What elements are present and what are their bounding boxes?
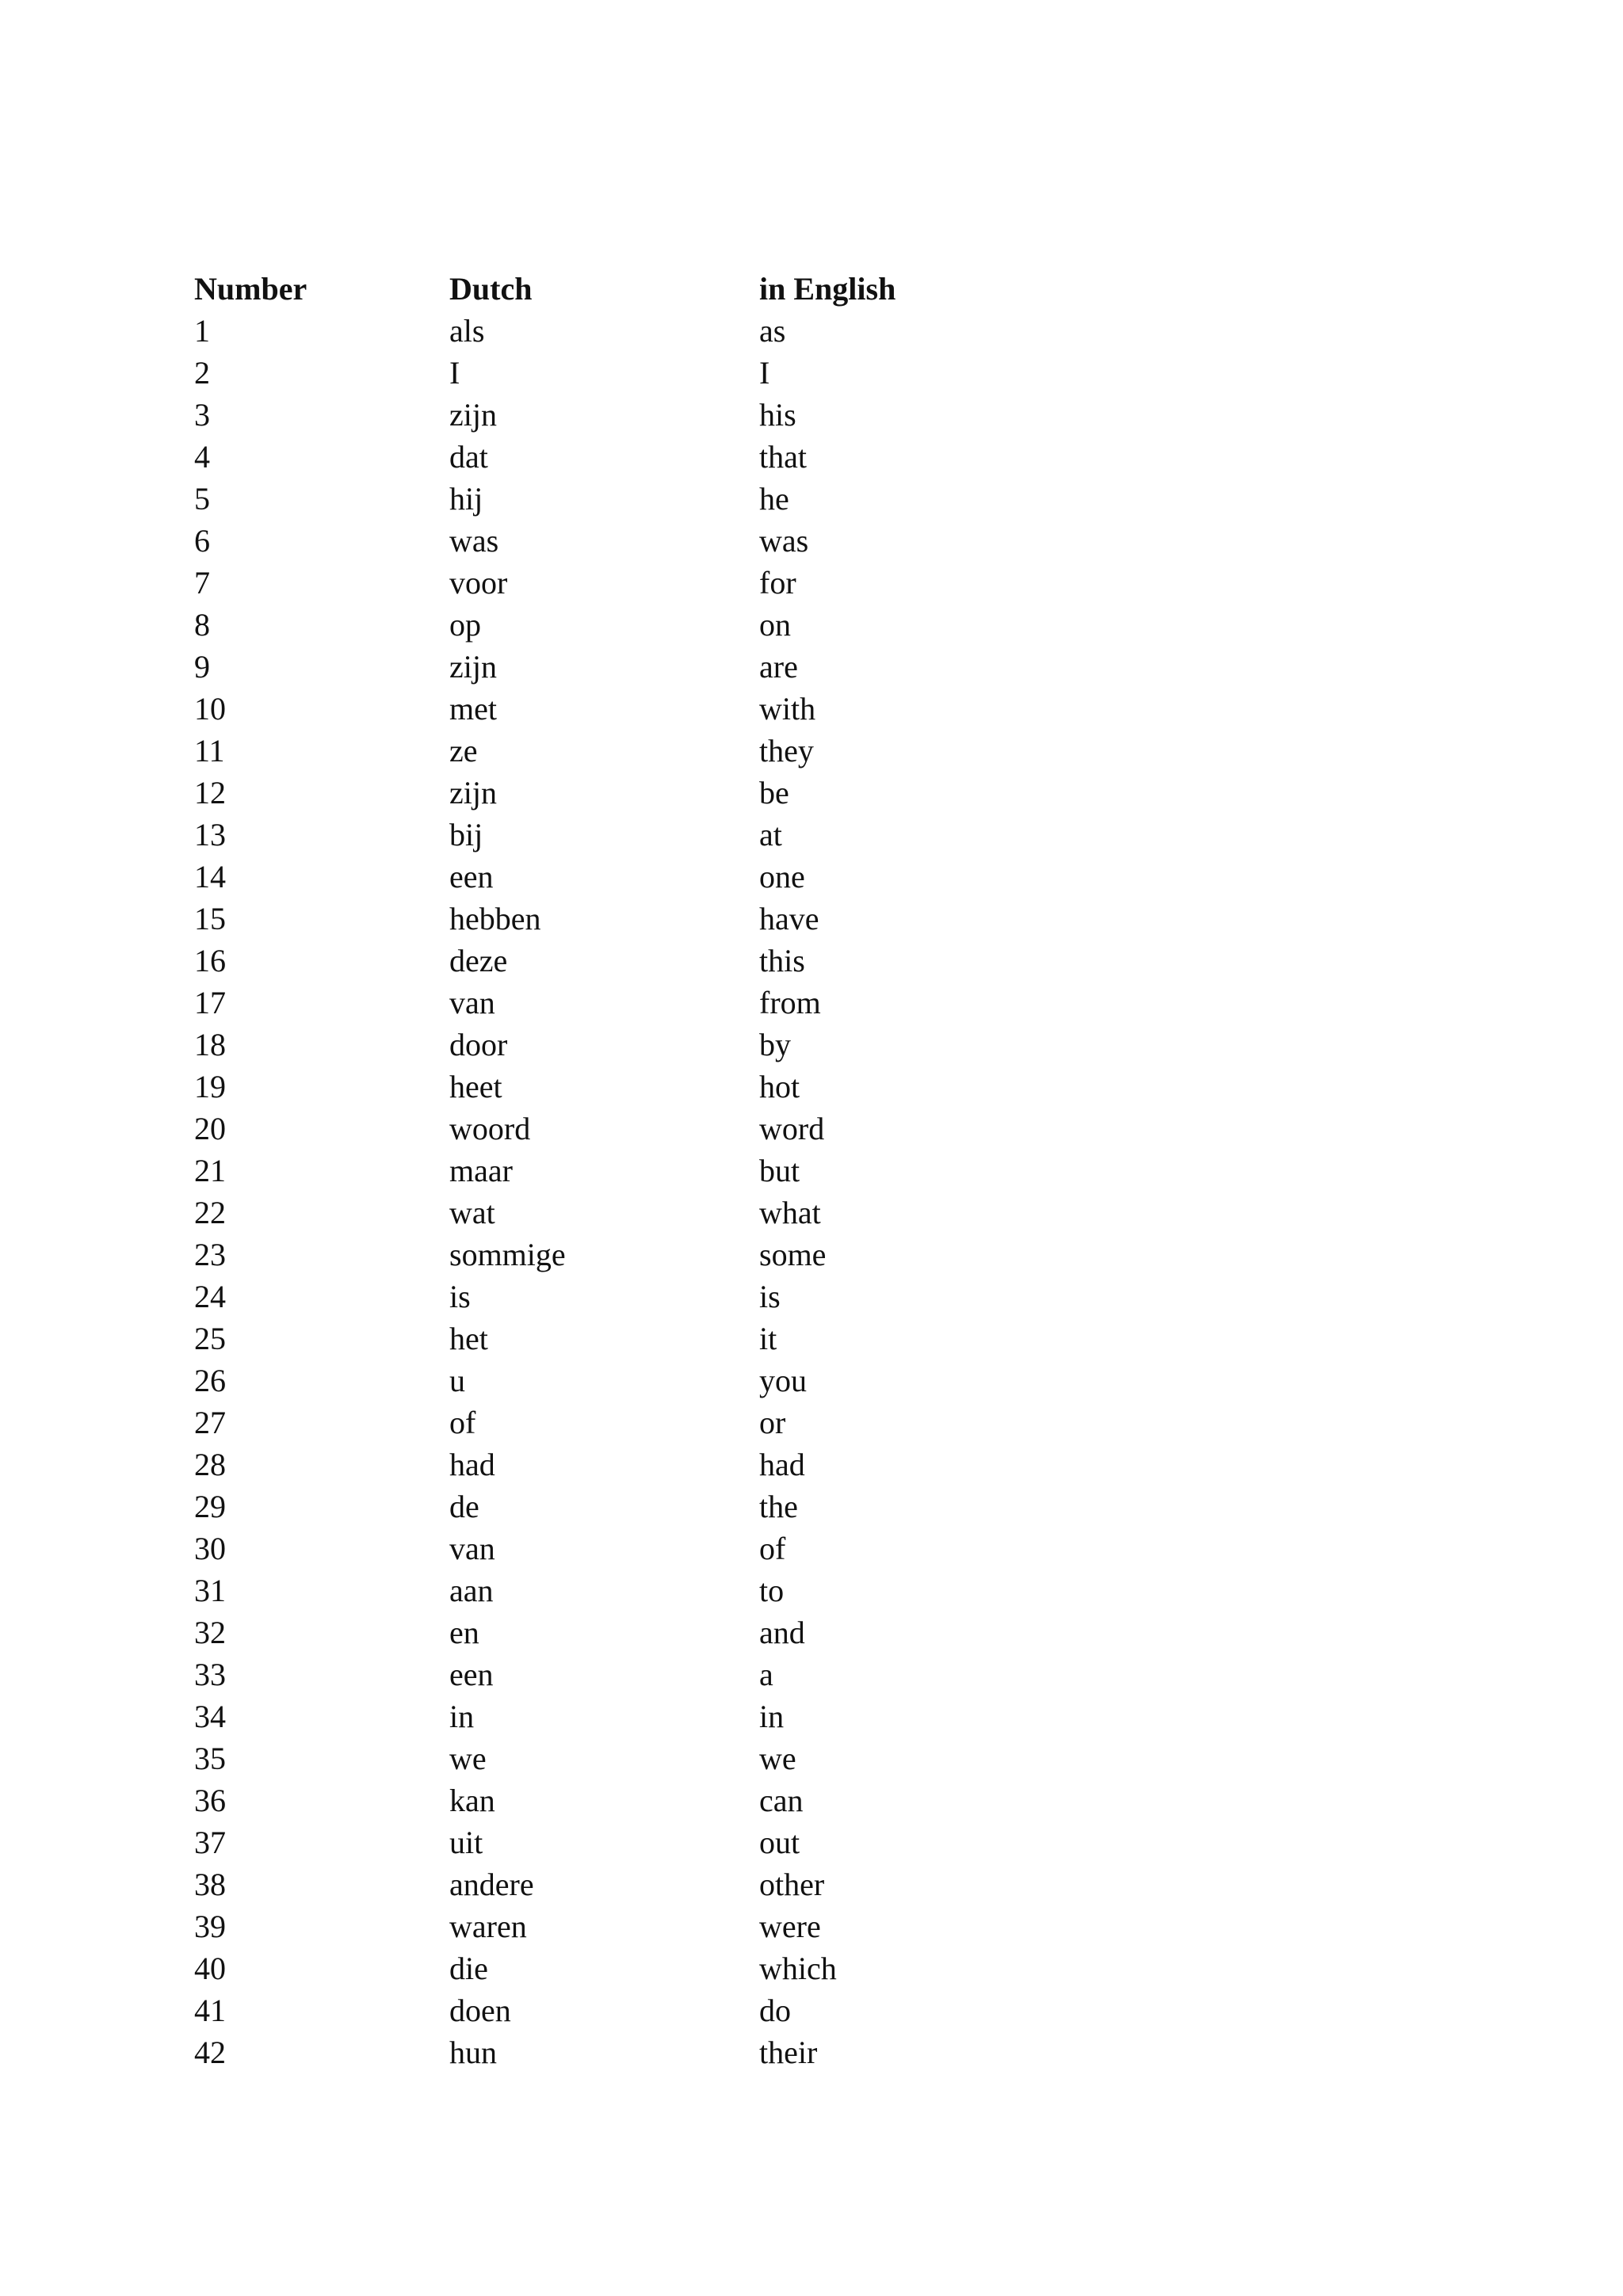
cell-dutch: sommige — [449, 1237, 566, 1272]
table-row — [194, 1527, 997, 1569]
cell-number: 24 — [194, 1279, 226, 1314]
cell-dutch: heet — [449, 1069, 502, 1104]
cell-english: a — [759, 1657, 773, 1692]
cell-english: hot — [759, 1069, 800, 1104]
cell-dutch: aan — [449, 1573, 494, 1608]
table-row — [194, 1947, 997, 1989]
cell-english: was — [759, 523, 809, 559]
cell-dutch: we — [449, 1741, 487, 1776]
column-header-dutch: Dutch — [449, 271, 533, 307]
cell-english: other — [759, 1867, 825, 1902]
table-row — [194, 1821, 997, 1863]
cell-number: 21 — [194, 1153, 226, 1188]
cell-english: at — [759, 817, 782, 852]
cell-dutch: van — [449, 985, 495, 1020]
cell-english: I — [759, 355, 770, 391]
cell-number: 38 — [194, 1867, 226, 1902]
cell-dutch: hij — [449, 481, 483, 517]
cell-english: do — [759, 1993, 791, 2028]
table-row — [194, 1737, 997, 1779]
cell-dutch: wat — [449, 1195, 495, 1230]
cell-dutch: op — [449, 607, 481, 643]
cell-dutch: bij — [449, 817, 483, 852]
cell-english: were — [759, 1909, 821, 1944]
cell-english: this — [759, 943, 805, 978]
cell-english: which — [759, 1951, 837, 1986]
cell-dutch: voor — [449, 565, 508, 601]
cell-number: 39 — [194, 1909, 226, 1944]
table-row — [194, 1863, 997, 1905]
cell-number: 1 — [194, 313, 210, 349]
cell-english: out — [759, 1825, 800, 1860]
table-row — [194, 1569, 997, 1611]
table-row — [194, 856, 997, 898]
cell-number: 7 — [194, 565, 210, 601]
cell-dutch: uit — [449, 1825, 483, 1860]
cell-english: of — [759, 1531, 786, 1566]
cell-dutch: is — [449, 1279, 471, 1314]
cell-english: his — [759, 397, 796, 433]
cell-dutch: of — [449, 1405, 476, 1440]
table-row — [194, 352, 997, 394]
table-row — [194, 1486, 997, 1527]
cell-dutch: het — [449, 1321, 488, 1356]
cell-english: for — [759, 565, 796, 601]
cell-number: 5 — [194, 481, 210, 517]
column-header-number: Number — [194, 271, 307, 307]
cell-dutch: zijn — [449, 775, 497, 810]
cell-english: what — [759, 1195, 821, 1230]
cell-english: in — [759, 1699, 785, 1734]
table-row — [194, 478, 997, 520]
cell-dutch: een — [449, 1657, 494, 1692]
cell-number: 33 — [194, 1657, 226, 1692]
cell-dutch: in — [449, 1699, 475, 1734]
table-row — [194, 2031, 997, 2073]
cell-dutch: waren — [449, 1909, 527, 1944]
cell-dutch: als — [449, 313, 485, 349]
cell-number: 34 — [194, 1699, 226, 1734]
table-row — [194, 898, 997, 940]
cell-english: the — [759, 1489, 798, 1524]
cell-english: as — [759, 313, 786, 349]
cell-number: 15 — [194, 901, 226, 936]
cell-number: 2 — [194, 355, 210, 391]
table-row — [194, 772, 997, 814]
cell-english: it — [759, 1321, 777, 1356]
cell-number: 6 — [194, 523, 210, 559]
cell-english: we — [759, 1741, 796, 1776]
cell-english: is — [759, 1279, 781, 1314]
table-row — [194, 688, 997, 730]
table-row — [194, 940, 997, 982]
cell-number: 18 — [194, 1027, 226, 1062]
cell-dutch: ze — [449, 733, 478, 769]
table-row — [194, 1444, 997, 1486]
cell-number: 9 — [194, 649, 210, 685]
table-row — [194, 604, 997, 646]
table-row — [194, 1989, 997, 2031]
cell-number: 14 — [194, 859, 226, 894]
cell-number: 32 — [194, 1615, 226, 1650]
table-row — [194, 1150, 997, 1192]
cell-dutch: en — [449, 1615, 479, 1650]
cell-english: word — [759, 1111, 825, 1146]
cell-dutch: woord — [449, 1111, 531, 1146]
table-row — [194, 1402, 997, 1444]
cell-dutch: I — [449, 355, 460, 391]
cell-english: by — [759, 1027, 791, 1062]
cell-number: 4 — [194, 439, 210, 475]
cell-dutch: die — [449, 1951, 488, 1986]
cell-number: 41 — [194, 1993, 226, 2028]
cell-dutch: van — [449, 1531, 495, 1566]
cell-number: 35 — [194, 1741, 226, 1776]
cell-number: 13 — [194, 817, 226, 852]
cell-dutch: zijn — [449, 397, 497, 433]
cell-dutch: hebben — [449, 901, 541, 936]
cell-english: they — [759, 733, 814, 769]
table-row — [194, 1192, 997, 1234]
cell-number: 12 — [194, 775, 226, 810]
table-body — [194, 310, 997, 2073]
cell-dutch: door — [449, 1027, 508, 1062]
cell-number: 22 — [194, 1195, 226, 1230]
table-row — [194, 1611, 997, 1653]
table-row — [194, 730, 997, 772]
table-row — [194, 1108, 997, 1150]
cell-english: and — [759, 1615, 805, 1650]
cell-dutch: kan — [449, 1783, 495, 1818]
table-row — [194, 520, 997, 562]
cell-english: have — [759, 901, 819, 936]
table-row — [194, 1024, 997, 1066]
cell-number: 23 — [194, 1237, 226, 1272]
cell-english: you — [759, 1363, 807, 1398]
cell-number: 40 — [194, 1951, 226, 1986]
cell-english: with — [759, 691, 816, 727]
cell-english: had — [759, 1447, 805, 1482]
cell-dutch: met — [449, 691, 497, 727]
cell-dutch: dat — [449, 439, 488, 475]
cell-english: be — [759, 775, 789, 810]
cell-dutch: een — [449, 859, 494, 894]
table-row — [194, 1779, 997, 1821]
cell-dutch: maar — [449, 1153, 513, 1188]
table-row — [194, 1653, 997, 1695]
table-row — [194, 1234, 997, 1276]
table-row — [194, 982, 997, 1024]
cell-dutch: u — [449, 1363, 465, 1398]
cell-number: 29 — [194, 1489, 226, 1524]
cell-number: 11 — [194, 733, 225, 769]
cell-number: 20 — [194, 1111, 226, 1146]
cell-dutch: de — [449, 1489, 479, 1524]
cell-number: 26 — [194, 1363, 226, 1398]
cell-english: that — [759, 439, 807, 475]
cell-english: one — [759, 859, 805, 894]
cell-dutch: was — [449, 523, 499, 559]
cell-english: from — [759, 985, 821, 1020]
cell-number: 27 — [194, 1405, 226, 1440]
cell-english: some — [759, 1237, 827, 1272]
cell-english: he — [759, 481, 789, 517]
cell-english: can — [759, 1783, 804, 1818]
cell-number: 16 — [194, 943, 226, 978]
cell-english: are — [759, 649, 798, 685]
cell-dutch: deze — [449, 943, 508, 978]
table-row — [194, 1905, 997, 1947]
cell-number: 36 — [194, 1783, 226, 1818]
cell-number: 30 — [194, 1531, 226, 1566]
cell-english: or — [759, 1405, 786, 1440]
cell-dutch: doen — [449, 1993, 511, 2028]
table-header — [194, 268, 997, 310]
cell-number: 28 — [194, 1447, 226, 1482]
table-row — [194, 1276, 997, 1318]
cell-number: 19 — [194, 1069, 226, 1104]
table-row — [194, 394, 997, 436]
word-table — [194, 268, 997, 2073]
cell-number: 3 — [194, 397, 210, 433]
cell-number: 17 — [194, 985, 226, 1020]
table-row — [194, 1066, 997, 1108]
table-row — [194, 562, 997, 604]
cell-english: on — [759, 607, 791, 643]
cell-dutch: had — [449, 1447, 495, 1482]
table-row — [194, 436, 997, 478]
table-row — [194, 814, 997, 856]
cell-dutch: zijn — [449, 649, 497, 685]
table-row — [194, 1360, 997, 1402]
table-row — [194, 1318, 997, 1360]
column-header-english: in English — [759, 271, 896, 307]
table-row — [194, 646, 997, 688]
header-row — [194, 268, 997, 310]
cell-number: 25 — [194, 1321, 226, 1356]
cell-english: their — [759, 2035, 818, 2070]
cell-english: but — [759, 1153, 800, 1188]
table-row — [194, 1695, 997, 1737]
cell-number: 42 — [194, 2035, 226, 2070]
cell-english: to — [759, 1573, 785, 1608]
cell-number: 8 — [194, 607, 210, 643]
table-row — [194, 310, 997, 352]
cell-dutch: andere — [449, 1867, 534, 1902]
cell-number: 31 — [194, 1573, 226, 1608]
cell-dutch: hun — [449, 2035, 497, 2070]
cell-number: 37 — [194, 1825, 226, 1860]
cell-number: 10 — [194, 691, 226, 727]
